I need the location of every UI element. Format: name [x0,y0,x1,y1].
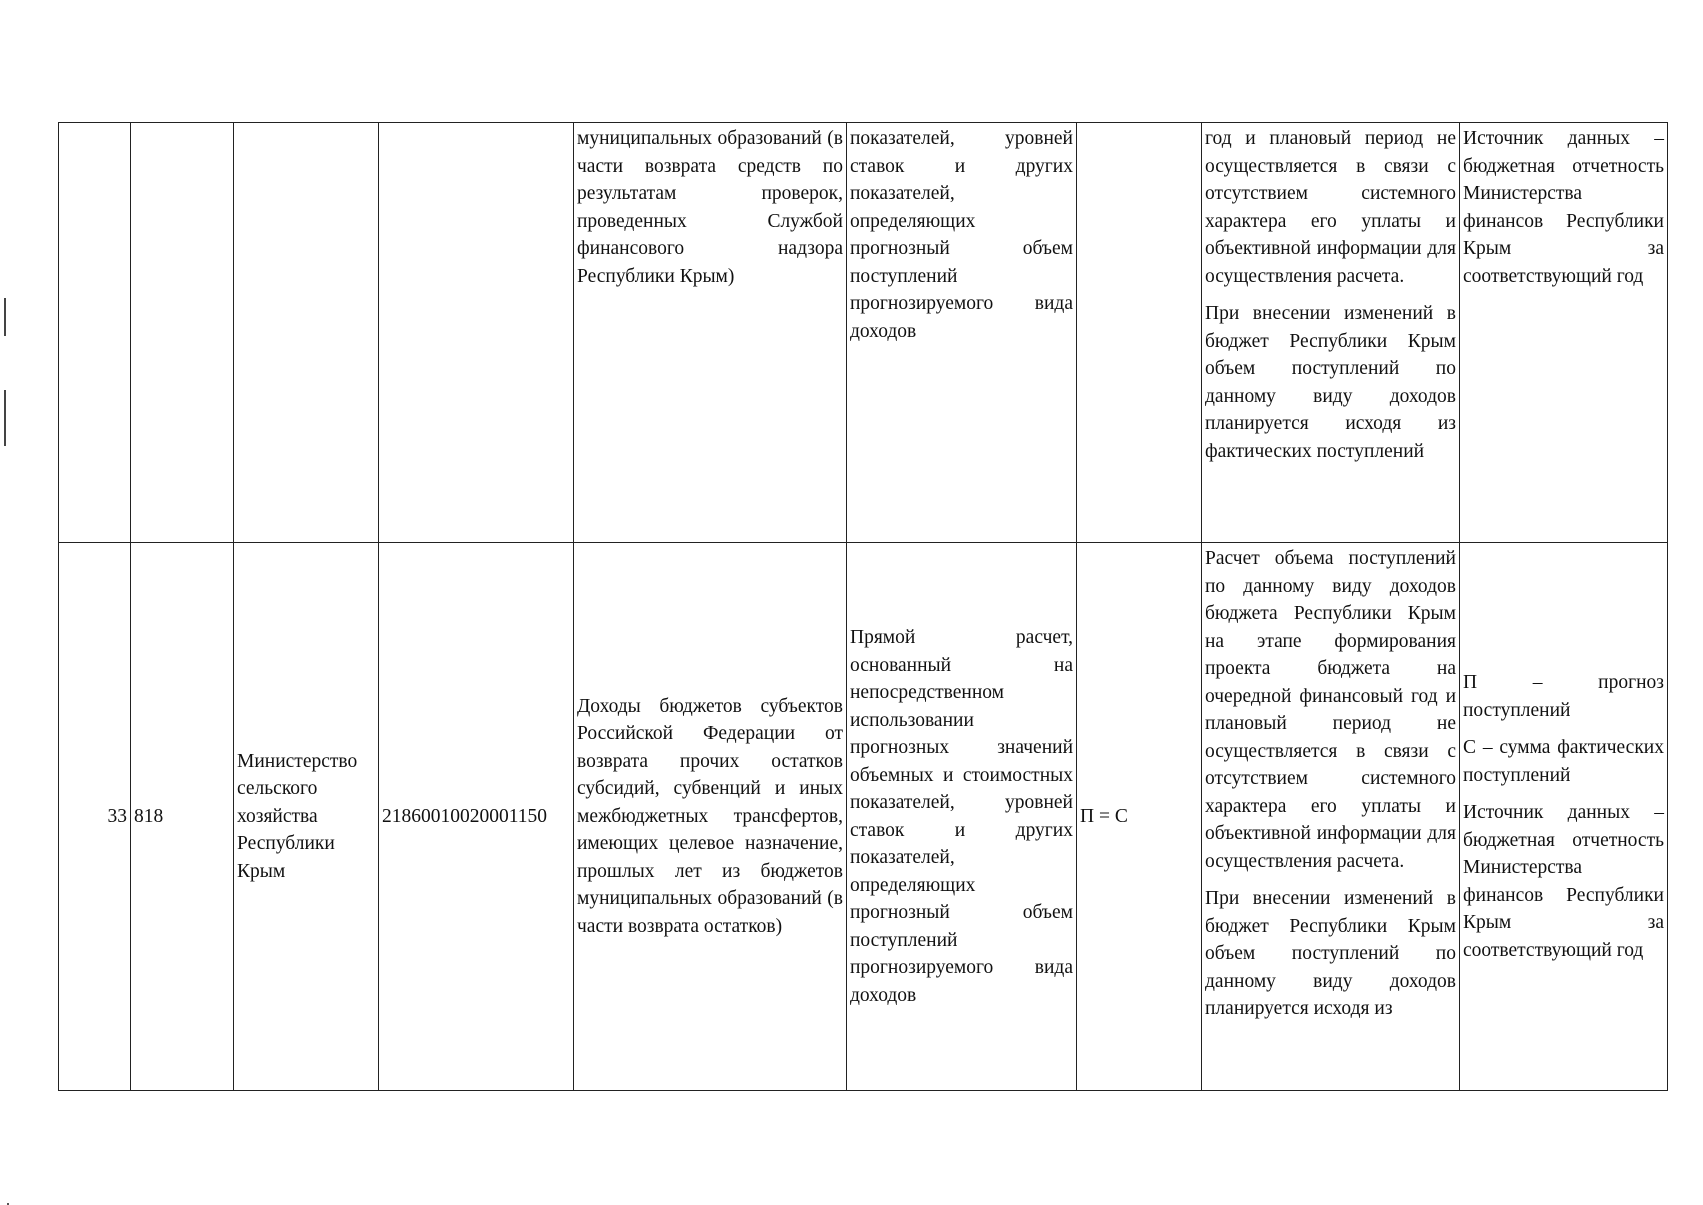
row-number-cell: 33 [59,543,131,1091]
kbk-code-cell: 21860010020001150 [379,543,574,1091]
algorithm-paragraph: При внесении изменений в бюджет Республики Крым объем поступлений по данному виду доходов планируется исходя из [1205,888,1456,1019]
indicator-paragraph: П – прогноз поступлений [1463,672,1664,721]
indicators-cell [1460,543,1668,1091]
algorithm-cell [1202,123,1460,543]
calculation-method-cell: показателей, уровней ставок и других показателей, определяющих прогнозный объем поступлений прогнозируемого вида доходов [847,123,1077,543]
revenue-name-cell: муниципальных образований (в части возврата средств по результатам проверок, проведенных Службой финансового надзора Республики Крым) [574,123,847,543]
admin-code-cell: 818 [131,543,234,1091]
algorithm-paragraph: При внесении изменений в бюджет Республики Крым объем поступлений по данному виду доходов планируется исходя из фактических поступлений [1205,303,1456,462]
formula-cell [1077,123,1202,543]
table-row [59,543,1668,1091]
indicator-paragraph: Источник данных – бюджетная отчетность Министерства финансов Республики Крым за соответствующий год [1463,802,1664,961]
indicator-paragraph: С – сумма фактических поступлений [1463,737,1664,786]
formula-cell: П = С [1077,543,1202,1091]
algorithm-paragraph: год и плановый период не осуществляется в связи с отсутствием системного характера его уплаты и объективной информации для осуществления расчета. [1205,128,1456,287]
scan-margin-mark [4,390,6,446]
scan-margin-mark [4,298,6,336]
indicators-cell [1460,123,1668,543]
table-row [59,123,1668,543]
algorithm-cell [1202,543,1460,1091]
administrator-cell [234,123,379,543]
revenue-forecast-table [58,122,1668,1091]
revenue-name-cell: Доходы бюджетов субъектов Российской Федерации от возврата прочих остатков субсидий, субвенций и иных межбюджетных трансфертов, имеющих целевое назначение, прошлых лет из бюджетов муниципальных образований (в части возврата остатков) [574,543,847,1091]
indicator-paragraph: Источник данных – бюджетная отчетность Министерства финансов Республики Крым за соответствующий год [1463,128,1664,287]
calculation-method-cell: Прямой расчет, основанный на непосредственном использовании прогнозных значений объемных и стоимостных показателей, уровней ставок и других показателей, определяющих прогнозный объем поступлений прогнозируемого вида доходов [847,543,1077,1091]
administrator-cell: Министерство сельского хозяйства Республики Крым [234,543,379,1091]
kbk-code-cell [379,123,574,543]
admin-code-cell [131,123,234,543]
algorithm-paragraph: Расчет объема поступлений по данному виду доходов бюджета Республики Крым на этапе формирования проекта бюджета на очередной финансовый год и плановый период не осуществляется в связи с отсутствием системного характера его уплаты и объективной информации для осуществления расчета. [1205,548,1456,872]
row-number-cell [59,123,131,543]
